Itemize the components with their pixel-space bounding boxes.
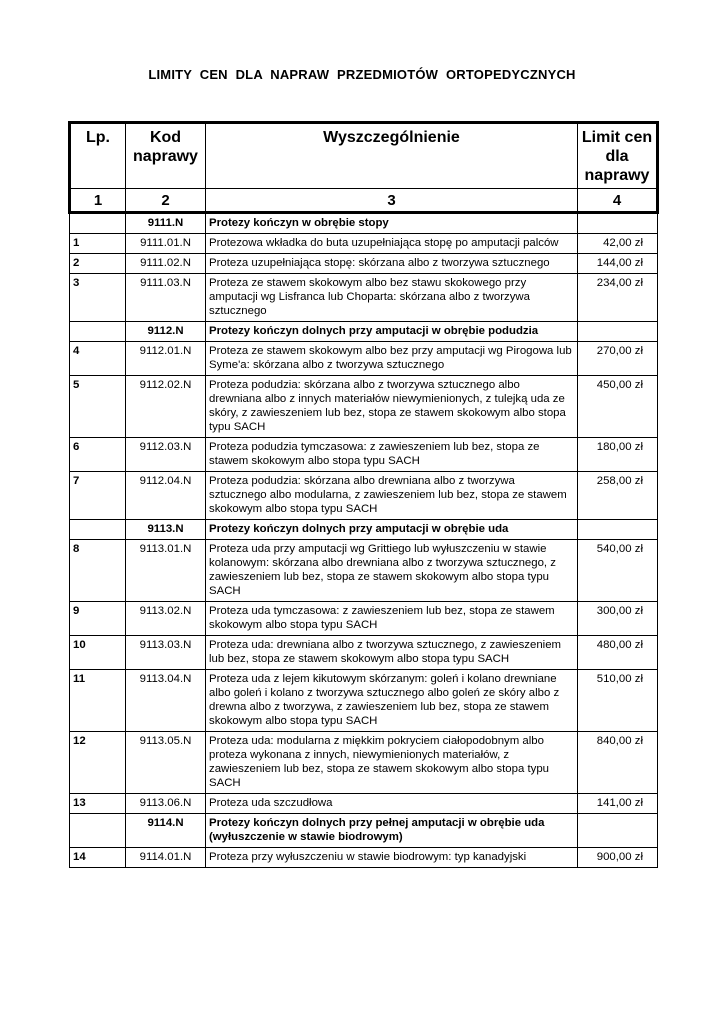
row-code: 9114.01.N [126, 848, 206, 868]
table-body [70, 213, 658, 868]
header-number-2: 2 [126, 189, 206, 213]
row-code: 9113.05.N [126, 732, 206, 794]
table-row [70, 342, 658, 376]
row-code: 9114.N [126, 814, 206, 848]
header-number-1: 1 [70, 189, 126, 213]
row-price: 42,00 zł [578, 234, 658, 254]
row-lp: 8 [70, 540, 126, 602]
table-row [70, 732, 658, 794]
row-code: 9113.N [126, 520, 206, 540]
row-description: Protezy kończyn w obrębie stopy [206, 213, 578, 234]
table-row [70, 472, 658, 520]
row-lp: 4 [70, 342, 126, 376]
row-price [578, 814, 658, 848]
row-lp: 12 [70, 732, 126, 794]
row-lp: 11 [70, 670, 126, 732]
row-description: Protezy kończyn dolnych przy pełnej amputacji w obrębie uda (wyłuszczenie w stawie biodrowym) [206, 814, 578, 848]
row-code: 9112.03.N [126, 438, 206, 472]
row-description: Proteza uda: modularna z miękkim pokryciem ciałopodobnym albo proteza wykonana z innych, niewymienionych materiałów, z zawieszeniem lub bez, stopa ze stawem skokowym albo stopa typu SACH [206, 732, 578, 794]
header-code: Kod naprawy [126, 123, 206, 189]
row-description: Proteza podudzia: skórzana albo drewniana albo z tworzywa sztucznego albo modularna, z zawieszeniem lub bez, stopa ze stawem skokowym albo stopa typu SACH [206, 472, 578, 520]
table-row [70, 540, 658, 602]
row-lp: 10 [70, 636, 126, 670]
row-description: Proteza podudzia tymczasowa: z zawieszeniem lub bez, stopa ze stawem skokowym albo stopa typu SACH [206, 438, 578, 472]
table-row [70, 848, 658, 868]
table-row [70, 234, 658, 254]
page-title: LIMITY CEN DLA NAPRAW PRZEDMIOTÓW ORTOPEDYCZNYCH [148, 67, 576, 82]
row-description: Proteza uzupełniająca stopę: skórzana albo z tworzywa sztucznego [206, 254, 578, 274]
table-row [70, 670, 658, 732]
row-price: 480,00 zł [578, 636, 658, 670]
row-price: 141,00 zł [578, 794, 658, 814]
row-lp [70, 814, 126, 848]
row-price: 234,00 zł [578, 274, 658, 322]
row-code: 9113.01.N [126, 540, 206, 602]
row-description: Proteza przy wyłuszczeniu w stawie biodrowym: typ kanadyjski [206, 848, 578, 868]
table-row [70, 254, 658, 274]
header-number-3: 3 [206, 189, 578, 213]
header-number-4: 4 [578, 189, 658, 213]
row-code: 9112.01.N [126, 342, 206, 376]
table-row [70, 636, 658, 670]
row-description: Proteza uda szczudłowa [206, 794, 578, 814]
row-description: Proteza uda: drewniana albo z tworzywa sztucznego, z zawieszeniem lub bez, stopa ze stawem skokowym albo stopa typu SACH [206, 636, 578, 670]
row-price [578, 322, 658, 342]
price-limits-table [68, 121, 659, 868]
row-price: 840,00 zł [578, 732, 658, 794]
row-price: 270,00 zł [578, 342, 658, 376]
table-row [70, 602, 658, 636]
row-price: 144,00 zł [578, 254, 658, 274]
row-lp: 13 [70, 794, 126, 814]
row-lp: 1 [70, 234, 126, 254]
row-price: 540,00 zł [578, 540, 658, 602]
row-price: 300,00 zł [578, 602, 658, 636]
row-code: 9113.02.N [126, 602, 206, 636]
row-lp [70, 213, 126, 234]
table-row [70, 274, 658, 322]
row-lp: 7 [70, 472, 126, 520]
row-code: 9111.01.N [126, 234, 206, 254]
row-price: 258,00 zł [578, 472, 658, 520]
row-price: 510,00 zł [578, 670, 658, 732]
row-price: 180,00 zł [578, 438, 658, 472]
row-lp: 3 [70, 274, 126, 322]
section-row [70, 322, 658, 342]
row-code: 9111.03.N [126, 274, 206, 322]
row-lp: 6 [70, 438, 126, 472]
table-row [70, 376, 658, 438]
row-lp [70, 322, 126, 342]
row-price: 450,00 zł [578, 376, 658, 438]
row-code: 9112.N [126, 322, 206, 342]
row-description: Proteza uda przy amputacji wg Grittiego lub wyłuszczeniu w stawie kolanowym: skórzana albo drewniana albo z tworzywa sztucznego, z zawieszeniem lub bez, stopa ze stawem skokowym albo stopa typu SACH [206, 540, 578, 602]
row-lp: 9 [70, 602, 126, 636]
row-description: Proteza ze stawem skokowym albo bez przy amputacji wg Pirogowa lub Syme'a: skórzana albo z tworzywa sztucznego [206, 342, 578, 376]
row-description: Protezy kończyn dolnych przy amputacji w obrębie podudzia [206, 322, 578, 342]
section-row [70, 520, 658, 540]
row-price: 900,00 zł [578, 848, 658, 868]
row-description: Proteza ze stawem skokowym albo bez stawu skokowego przy amputacji wg Lisfranca lub Choparta: skórzana albo z tworzywa sztucznego [206, 274, 578, 322]
row-code: 9113.03.N [126, 636, 206, 670]
row-lp [70, 520, 126, 540]
row-code: 9112.04.N [126, 472, 206, 520]
table-row [70, 438, 658, 472]
row-code: 9113.06.N [126, 794, 206, 814]
row-description: Proteza uda z lejem kikutowym skórzanym: goleń i kolano drewniane albo goleń i kolano z tworzywa sztucznego albo goleń ze skóry albo z drewna albo z tworzywa, z zawieszeniem lub bez, stopa ze stawem skokowym albo stopa typu SACH [206, 670, 578, 732]
row-price [578, 213, 658, 234]
table-header [70, 123, 658, 213]
row-code: 9113.04.N [126, 670, 206, 732]
row-description: Proteza podudzia: skórzana albo z tworzywa sztucznego albo drewniana albo z innych materiałów niewymienionych, z tulejką uda ze skóry, z zawieszeniem lub bez, stopa ze stawem skokowym albo stopa typu SACH [206, 376, 578, 438]
row-description: Proteza uda tymczasowa: z zawieszeniem lub bez, stopa ze stawem skokowym albo stopa typu SACH [206, 602, 578, 636]
header-lp: Lp. [70, 123, 126, 189]
header-description: Wyszczególnienie [206, 123, 578, 189]
row-lp: 2 [70, 254, 126, 274]
row-description: Protezowa wkładka do buta uzupełniająca stopę po amputacji palców [206, 234, 578, 254]
row-lp: 5 [70, 376, 126, 438]
section-row [70, 213, 658, 234]
row-code: 9111.N [126, 213, 206, 234]
table-row [70, 794, 658, 814]
row-description: Protezy kończyn dolnych przy amputacji w obrębie uda [206, 520, 578, 540]
header-limit: Limit cen dla naprawy [578, 123, 658, 189]
row-code: 9111.02.N [126, 254, 206, 274]
row-lp: 14 [70, 848, 126, 868]
row-code: 9112.02.N [126, 376, 206, 438]
row-price [578, 520, 658, 540]
section-row [70, 814, 658, 848]
